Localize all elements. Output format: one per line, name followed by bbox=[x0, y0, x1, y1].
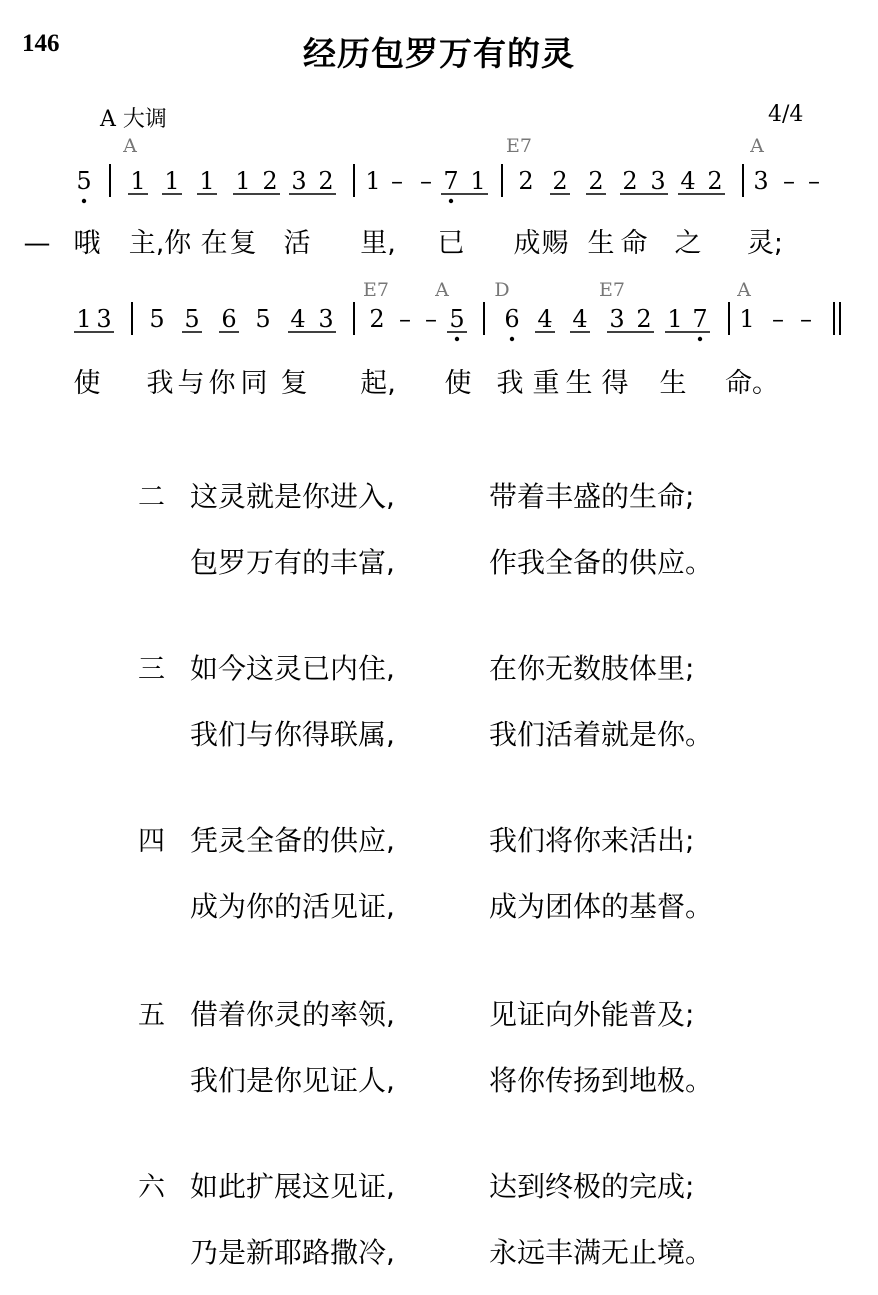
verse-line: 在你无数肢体里; bbox=[489, 652, 695, 685]
verse-line: 乃是新耶路撒冷, bbox=[190, 1236, 395, 1269]
note: 1 bbox=[76, 305, 92, 333]
note: 2 bbox=[552, 167, 568, 195]
lyric-syllable: 里, bbox=[360, 228, 396, 259]
lyric-syllable: 使 bbox=[444, 368, 472, 399]
note: 1 bbox=[667, 305, 683, 333]
verse-line: 如今这灵已内住, bbox=[190, 652, 395, 685]
note: 1 bbox=[130, 167, 146, 195]
verse-line: 成为你的活见证, bbox=[190, 890, 395, 923]
lyric-syllable: 同 bbox=[240, 368, 268, 399]
note: 5 bbox=[449, 305, 465, 333]
note: 1 bbox=[739, 305, 755, 333]
lyric-syllable: 复 bbox=[229, 228, 257, 259]
verse-number: 三 bbox=[138, 654, 165, 685]
note: – bbox=[420, 167, 432, 195]
lyric-syllable: 使 bbox=[73, 368, 101, 399]
verse-line: 凭灵全备的供应, bbox=[190, 824, 395, 857]
note: 6 bbox=[221, 305, 237, 333]
lyric-syllable: 生 bbox=[565, 368, 593, 399]
verse-line: 达到终极的完成; bbox=[489, 1170, 695, 1203]
note: – bbox=[391, 167, 403, 195]
note: 3 bbox=[291, 167, 307, 195]
note: 7 bbox=[443, 167, 459, 195]
chord-symbol: E7 bbox=[363, 279, 389, 301]
lyric-syllable: 命。 bbox=[725, 368, 779, 399]
lyric-syllable: 复 bbox=[280, 368, 308, 399]
verse-line: 将你传扬到地极。 bbox=[489, 1064, 714, 1097]
chord-symbol: A bbox=[123, 135, 137, 157]
octave-dot bbox=[510, 337, 514, 341]
note: 2 bbox=[369, 305, 385, 333]
verse-line: 见证向外能普及; bbox=[489, 998, 695, 1031]
time-signature: 4/4 bbox=[768, 102, 804, 127]
chord-symbol: A bbox=[750, 135, 764, 157]
octave-dot bbox=[82, 199, 86, 203]
note: 2 bbox=[707, 167, 723, 195]
note: 3 bbox=[650, 167, 666, 195]
verse-number: 四 bbox=[138, 826, 165, 857]
verse-line: 我们活着就是你。 bbox=[489, 718, 714, 751]
note: 1 bbox=[235, 167, 251, 195]
note: 2 bbox=[262, 167, 278, 195]
verse-line: 永远丰满无止境。 bbox=[489, 1236, 714, 1269]
note: – bbox=[783, 167, 795, 195]
lyric-syllable: 灵; bbox=[746, 228, 784, 259]
octave-dot bbox=[449, 199, 453, 203]
note: 2 bbox=[318, 167, 334, 195]
note: 4 bbox=[680, 167, 696, 195]
note: – bbox=[425, 305, 437, 333]
verse-number: 五 bbox=[138, 1000, 165, 1031]
chord-symbol: A bbox=[435, 279, 449, 301]
note: 2 bbox=[636, 305, 652, 333]
verse-line: 如此扩展这见证, bbox=[190, 1170, 395, 1203]
lyric-syllable: 生 bbox=[587, 228, 615, 259]
note: 3 bbox=[753, 167, 769, 195]
note: 7 bbox=[692, 305, 708, 333]
note: 1 bbox=[164, 167, 180, 195]
lyric-syllable: 我 bbox=[496, 368, 524, 399]
note: 4 bbox=[572, 305, 588, 333]
lyric-syllable: 你 bbox=[208, 368, 236, 399]
lyric-syllable: 得 bbox=[601, 368, 629, 399]
lyric-syllable: 之 bbox=[674, 228, 702, 259]
note: 1 bbox=[199, 167, 215, 195]
note: 1 bbox=[470, 167, 486, 195]
lyric-syllable: 成 bbox=[513, 228, 541, 259]
verse-line: 这灵就是你进入, bbox=[190, 480, 395, 513]
lyric-syllable: 我 bbox=[146, 368, 174, 399]
note: 3 bbox=[318, 305, 334, 333]
hymn-title: 经历包罗万有的灵 bbox=[303, 34, 575, 73]
note: 1 bbox=[365, 167, 381, 195]
lyric-syllable: 主,你 bbox=[128, 228, 192, 259]
octave-dot bbox=[455, 337, 459, 341]
note: 5 bbox=[76, 167, 92, 195]
note: 2 bbox=[588, 167, 604, 195]
verse-line: 包罗万有的丰富, bbox=[190, 546, 395, 579]
note: 3 bbox=[96, 305, 112, 333]
note: 5 bbox=[149, 305, 165, 333]
note: 4 bbox=[290, 305, 306, 333]
note: 6 bbox=[504, 305, 520, 333]
verse-line: 我们是你见证人, bbox=[190, 1064, 395, 1097]
chord-symbol: E7 bbox=[506, 135, 532, 157]
lyric-syllable: 哦 bbox=[73, 228, 101, 259]
note: – bbox=[800, 305, 812, 333]
chord-symbol: D bbox=[494, 279, 510, 301]
note: 4 bbox=[537, 305, 553, 333]
verse-line: 我们与你得联属, bbox=[190, 718, 395, 751]
lyric-syllable: 重 bbox=[532, 368, 560, 399]
verse-line: 我们将你来活出; bbox=[489, 824, 695, 857]
note: 5 bbox=[255, 305, 271, 333]
note: 2 bbox=[622, 167, 638, 195]
chord-symbol: A bbox=[737, 279, 751, 301]
key-signature: A 大调 bbox=[100, 107, 167, 132]
lyric-syllable: 赐 bbox=[541, 228, 569, 259]
note: – bbox=[772, 305, 784, 333]
verse-number: 二 bbox=[138, 482, 165, 513]
note: 2 bbox=[518, 167, 534, 195]
hymn-number: 146 bbox=[22, 30, 60, 57]
music-score bbox=[0, 0, 878, 420]
chord-symbol: E7 bbox=[599, 279, 625, 301]
octave-dot bbox=[698, 337, 702, 341]
note: – bbox=[399, 305, 411, 333]
note: 3 bbox=[609, 305, 625, 333]
verse-line: 成为团体的基督。 bbox=[489, 890, 714, 923]
lyric-syllable: 起, bbox=[360, 368, 396, 399]
lyric-syllable: 活 bbox=[283, 228, 311, 259]
note: – bbox=[808, 167, 820, 195]
lyric-syllable: 与 bbox=[177, 368, 205, 399]
lyric-syllable: 在 bbox=[200, 228, 228, 259]
verse-line: 作我全备的供应。 bbox=[489, 546, 714, 579]
lyric-syllable: — bbox=[23, 228, 51, 259]
verse-number: 六 bbox=[138, 1172, 165, 1203]
verse-line: 借着你灵的率领, bbox=[190, 998, 395, 1031]
lyric-syllable: 已 bbox=[437, 228, 465, 259]
lyric-syllable: 命 bbox=[620, 228, 648, 259]
note: 5 bbox=[184, 305, 200, 333]
lyric-syllable: 生 bbox=[659, 368, 687, 399]
verse-line: 带着丰盛的生命; bbox=[489, 480, 695, 513]
